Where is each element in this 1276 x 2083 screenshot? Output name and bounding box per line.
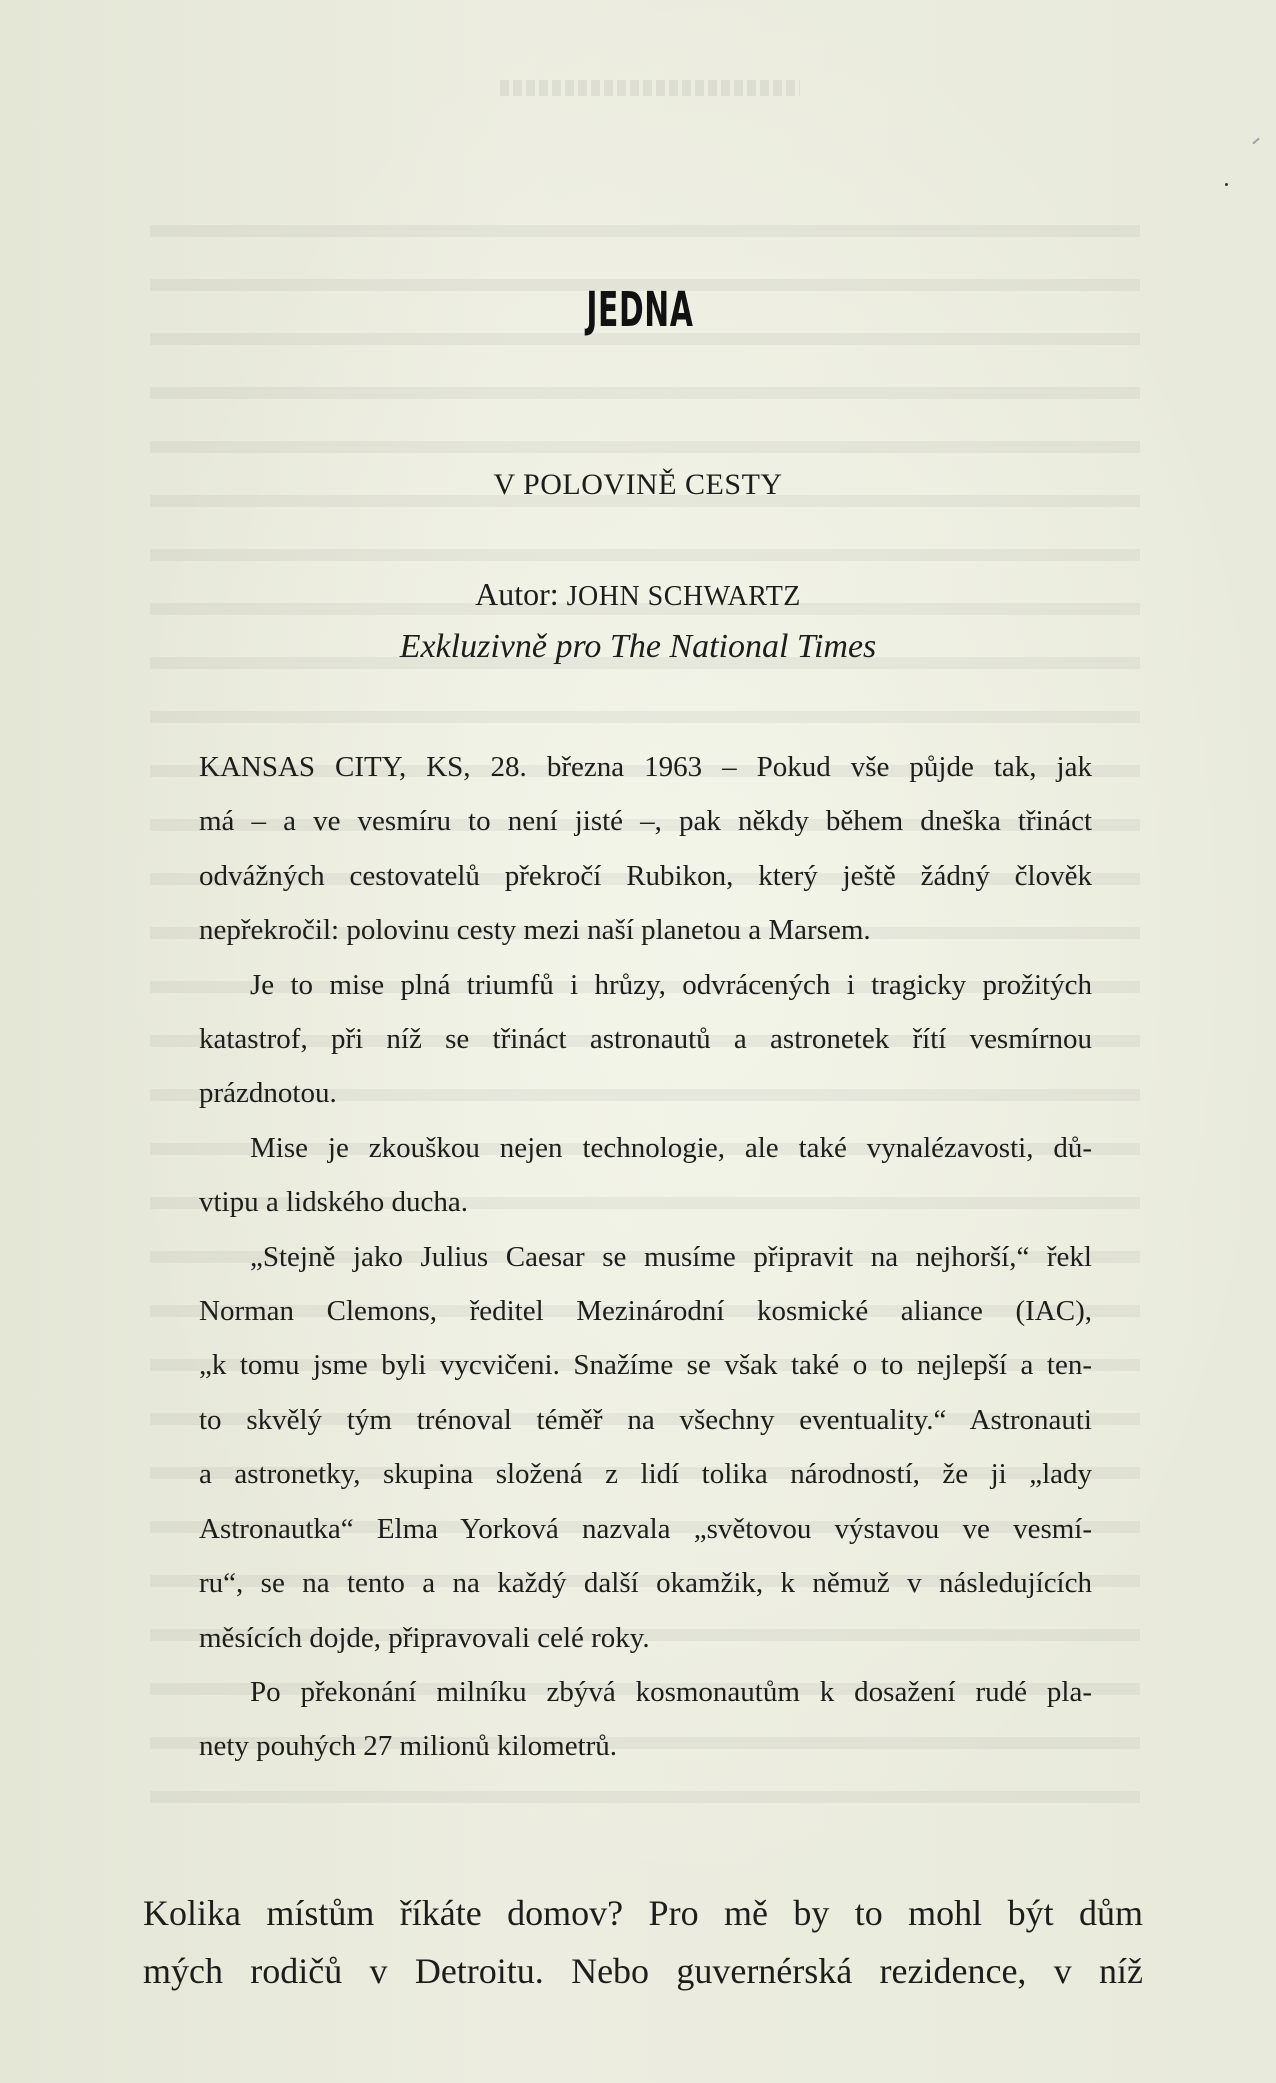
article-paragraph — [199, 958, 1092, 1121]
text-line: Kolika místům říkáte domov? Pro mě by to mohl být dům — [143, 1893, 1143, 1933]
text-line: Astronautka“ Elma Yorková nazvala „světovou výstavou ve vesmí- — [199, 1512, 1092, 1545]
text-line: Norman Clemons, ředitel Mezinárodní kosmické aliance (IAC), — [199, 1295, 1092, 1328]
article-paragraph — [199, 1230, 1092, 1665]
text-line: „Stejně jako Julius Caesar se musíme připravit na nejhorší,“ řekl — [250, 1240, 1092, 1273]
text-line: KANSAS CITY, KS, 28. března 1963 – Pokud vše půjde tak, jak — [199, 751, 1092, 783]
text-line: má – a ve vesmíru to není jisté –, pak někdy během dneška třináct — [199, 805, 1092, 838]
article-exclusive-note: Exkluzivně pro The National Times — [399, 628, 877, 665]
text-line: ru“, se na tento a na každý další okamžik, k němuž v následujících — [199, 1567, 1092, 1600]
body-text-continuation — [143, 1884, 1143, 2000]
article-headline: V POLOVINĚ CESTY — [493, 468, 783, 501]
article-paragraph — [199, 1665, 1092, 1774]
article-byline — [0, 576, 1276, 613]
text-line: nety pouhých 27 milionů kilometrů. — [199, 1730, 618, 1763]
faint-running-head — [500, 80, 800, 96]
text-line: měsících dojde, připravovali celé roky. — [199, 1621, 650, 1654]
speck-mark — [1252, 138, 1259, 145]
article-paragraph — [199, 1121, 1092, 1230]
text-line: mých rodičů v Detroitu. Nebo guvernérská rezidence, v níž — [143, 1951, 1143, 1991]
speck-mark — [1225, 183, 1228, 186]
text-line: odvážných cestovatelů překročí Rubikon, který ještě žádný člověk — [199, 859, 1092, 892]
text-line: to skvělý tým trénoval téměř na všechny eventuality.“ Astronauti — [199, 1403, 1092, 1436]
text-line: Po překonání milníku zbývá kosmonautům k dosažení rudé pla- — [250, 1675, 1092, 1708]
text-line: „k tomu jsme byli vycvičeni. Snažíme se však také o to nejlepší a ten- — [199, 1349, 1092, 1382]
text-line: vtipu a lidského ducha. — [199, 1186, 469, 1219]
byline-author: JOHN SCHWARTZ — [566, 581, 801, 612]
text-line: a astronetky, skupina složená z lidí tolika národností, že ji „lady — [199, 1458, 1092, 1491]
text-line: katastrof, při níž se třináct astronautů a astronetek řítí vesmírnou — [199, 1023, 1092, 1056]
text-line: nepřekročil: polovinu cesty mezi naší planetou a Marsem. — [199, 914, 871, 947]
text-line: Je to mise plná triumfů i hrůzy, odvrácených i tragicky prožitých — [250, 968, 1092, 1001]
text-line: Mise je zkouškou nejen technologie, ale také vynalézavosti, dů- — [250, 1131, 1092, 1164]
chapter-title: JEDNA — [586, 282, 694, 338]
byline-prefix: Autor: — [475, 576, 559, 612]
article-body — [199, 740, 1092, 1774]
text-line: prázdnotou. — [199, 1077, 337, 1110]
article-paragraph — [199, 740, 1092, 958]
